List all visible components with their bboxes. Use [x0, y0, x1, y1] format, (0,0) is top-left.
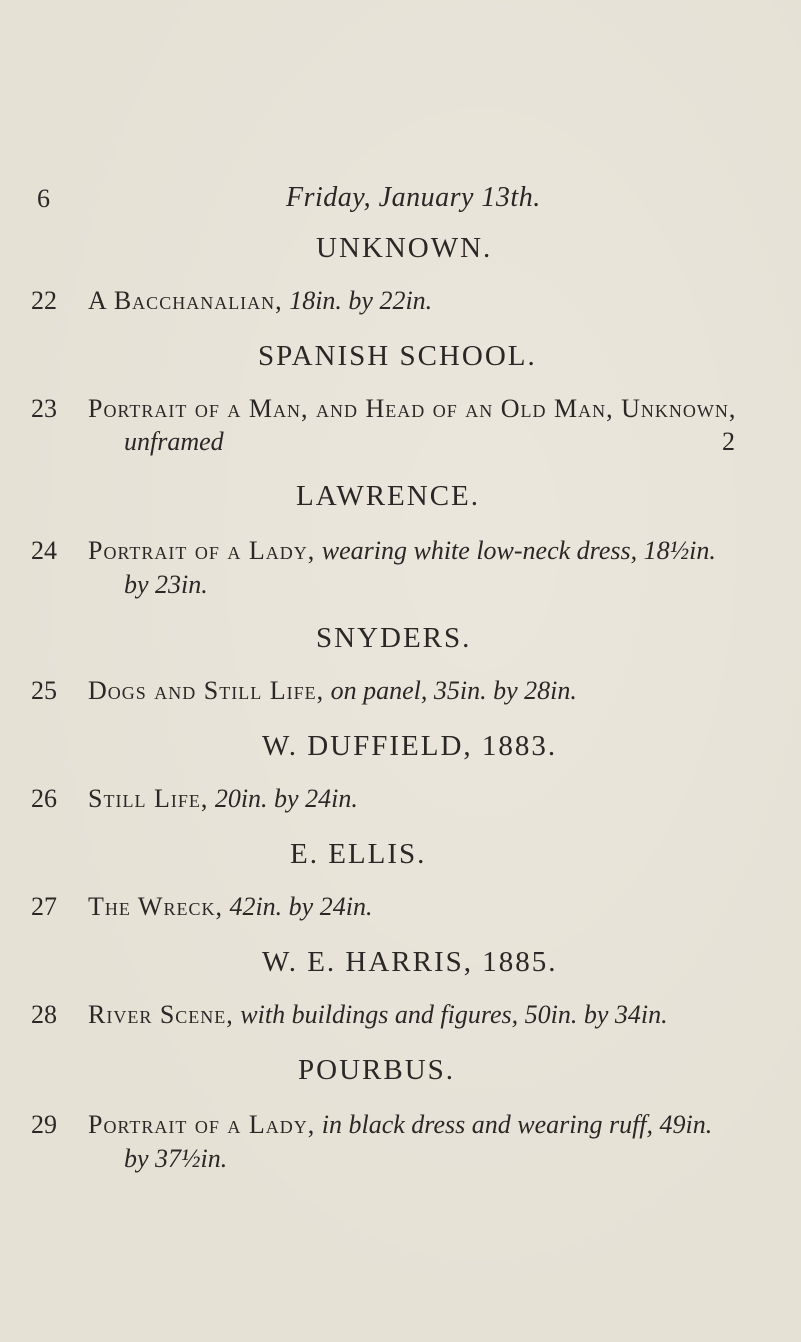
section-heading: SPANISH SCHOOL.: [258, 340, 537, 372]
lot-entry: [88, 394, 736, 424]
lot-number: 27: [31, 892, 57, 921]
lot-line-2: by 23in.: [124, 570, 208, 599]
lot-number: 23: [31, 394, 57, 423]
lot-details: 42in. by 24in.: [229, 892, 373, 921]
lot-details: 18in. by 22in.: [289, 286, 433, 315]
section-heading: W. E. HARRIS, 1885.: [262, 946, 558, 978]
lot-line-2: by 37½in.: [124, 1144, 228, 1173]
lot-number: 28: [31, 1000, 57, 1029]
page-number: 6: [37, 184, 50, 213]
lot-details: with buildings and figures, 50in. by 34in.: [240, 1000, 668, 1029]
lot-number: 24: [31, 536, 57, 565]
lot-title: Still Life,: [88, 784, 209, 813]
lot-number: 22: [31, 286, 57, 315]
lot-number: 26: [31, 784, 57, 813]
lot-title: The Wreck,: [88, 892, 223, 921]
lot-title: Portrait of a Man, and Head of an Old Man, Unknown,: [88, 394, 737, 423]
lot-number: 25: [31, 676, 57, 705]
lot-entry: [88, 286, 432, 316]
lot-title: River Scene,: [88, 1000, 234, 1029]
lot-entry: [88, 1110, 712, 1140]
lot-count: 2: [722, 427, 735, 456]
lot-entry: [88, 892, 372, 922]
lot-title: Dogs and Still Life,: [88, 676, 325, 705]
lot-details: in black dress and wearing ruff, 49in.: [321, 1110, 713, 1139]
lot-title: Portrait of a Lady,: [88, 536, 316, 565]
section-heading: UNKNOWN.: [316, 232, 493, 264]
lot-entry: [88, 676, 577, 706]
lot-entry: [88, 536, 716, 566]
lot-title: Portrait of a Lady,: [88, 1110, 316, 1139]
lot-entry: [88, 1000, 668, 1030]
section-heading: LAWRENCE.: [296, 480, 481, 512]
lot-details: 20in. by 24in.: [214, 784, 358, 813]
section-heading: W. DUFFIELD, 1883.: [262, 730, 558, 762]
lot-line-2: unframed: [124, 427, 224, 456]
section-heading: SNYDERS.: [316, 622, 472, 654]
section-heading: E. ELLIS.: [290, 838, 427, 870]
lot-title: A Bacchanalian,: [88, 286, 283, 315]
section-heading: POURBUS.: [298, 1054, 456, 1086]
sale-date: Friday, January 13th.: [286, 182, 541, 213]
lot-details: on panel, 35in. by 28in.: [330, 676, 577, 705]
lot-details: wearing white low-neck dress, 18½in.: [321, 536, 716, 565]
lot-number: 29: [31, 1110, 57, 1139]
lot-entry: [88, 784, 358, 814]
